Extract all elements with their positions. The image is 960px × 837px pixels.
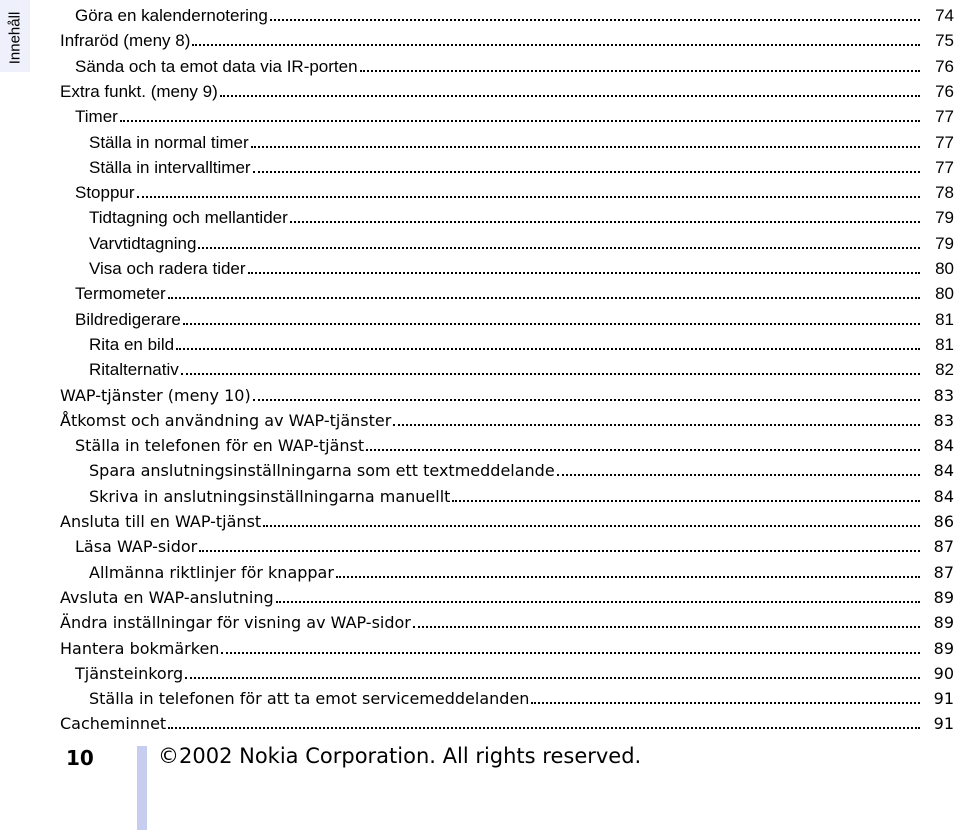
toc-entry-page: 91 [933,689,954,709]
dot-leader [452,500,920,502]
dot-leader [336,576,920,578]
dot-leader [253,399,920,401]
toc-entry-page: 87 [933,562,954,582]
dot-leader [290,221,920,223]
toc-entry[interactable] [60,506,954,531]
toc-entry-page: 81 [935,309,954,329]
toc-entry[interactable] [75,101,954,126]
toc-entry[interactable] [89,329,954,354]
toc-entry-page: 91 [933,714,954,734]
toc-entry-page: 87 [933,537,954,557]
dot-leader [192,44,920,46]
dot-leader [531,702,920,704]
toc-entry-page: 79 [935,233,954,253]
toc-entry[interactable] [60,405,954,430]
toc-entry-page: 83 [933,385,954,405]
toc-entry[interactable] [75,304,954,329]
toc-entry-title: Skriva in anslutningsinställningarna manuellt [89,486,451,506]
toc-entry-page: 75 [935,31,954,51]
dot-leader [168,727,920,729]
toc-entry-page: 79 [935,208,954,228]
toc-entry-title: Ansluta till en WAP-tjänst [60,512,262,531]
dot-leader [270,19,920,21]
toc-entry-title: Läsa WAP-sidor [75,537,198,557]
toc-entry[interactable] [60,380,954,405]
toc-entry[interactable] [89,683,954,708]
toc-entry[interactable] [75,0,954,25]
toc-entry[interactable] [89,455,954,480]
dot-leader [557,474,920,476]
toc-entry-title: Termometer [75,284,166,304]
toc-entry[interactable] [60,582,954,607]
toc-entry-page: 76 [935,56,954,76]
toc-entry-page: 90 [933,663,954,683]
dot-leader [360,70,920,72]
toc-entry-page: 77 [935,107,954,127]
toc-entry-title: Ändra inställningar för visning av WAP-sidor [60,613,411,633]
toc-entry-title: Rita en bild [89,334,175,354]
toc-entry[interactable] [89,481,954,506]
toc-entry-page: 78 [935,183,954,203]
toc-entry[interactable] [89,253,954,278]
toc-entry-page: 76 [935,81,954,101]
toc-entry[interactable] [89,127,954,152]
page-number: 10 [66,746,94,770]
dot-leader [251,146,920,148]
dot-leader [183,323,920,325]
toc-entry-page: 84 [933,461,954,481]
toc-entry-title: WAP-tjänster (meny 10) [60,385,251,405]
dot-leader [263,525,920,527]
toc-entry[interactable] [75,278,954,303]
section-tab [0,0,30,72]
toc-entry[interactable] [60,708,954,733]
toc-entry-page: 84 [933,486,954,506]
toc-entry[interactable] [75,658,954,683]
toc-entry-title: Sända och ta emot data via IR-porten [75,56,358,76]
toc-entry[interactable] [60,633,954,658]
toc-entry-page: 82 [935,360,954,380]
toc-entry[interactable] [75,531,954,556]
toc-entry-page: 77 [935,132,954,152]
footer-accent-bar [137,746,147,830]
dot-leader [181,373,920,375]
toc-entry-title: Ställa in telefonen för att ta emot servicemeddelanden [89,689,530,709]
dot-leader [137,196,920,198]
dot-leader [198,247,920,249]
toc-entry-title: Hantera bokmärken [60,638,220,658]
toc-entry-title: Ritalternativ [89,360,179,380]
toc-entry-page: 80 [935,284,954,304]
toc-entry-title: Timer [75,107,118,127]
toc-entry-page: 86 [933,512,954,531]
toc-entry-page: 89 [933,638,954,658]
toc-entry-page: 83 [933,410,954,430]
toc-entry-title: Visa och radera tider [89,259,246,278]
toc-entry[interactable] [75,177,954,202]
dot-leader [253,171,920,173]
toc-entry[interactable] [89,228,954,253]
toc-entry-title: Ställa in intervalltimer [89,157,251,177]
toc-entry-title: Allmänna riktlinjer för knappar [89,562,334,582]
dot-leader [221,652,920,654]
toc-entry-page: 84 [933,436,954,456]
dot-leader [220,95,920,97]
toc-entry[interactable] [89,202,954,227]
toc-entry-title: Cacheminnet [60,714,167,734]
dot-leader [120,120,920,122]
toc-entry-title: Spara anslutningsinställningarna som ett textmeddelande [89,461,555,481]
toc-entry-title: Avsluta en WAP-anslutning [60,587,274,607]
toc-entry-title: Ställa in normal timer [89,132,249,152]
toc-entry[interactable] [60,76,954,101]
toc-entry-page: 80 [935,259,954,278]
toc-entry-page: 81 [935,334,954,354]
section-tab-label: Innehåll [6,11,24,65]
dot-leader [199,550,920,552]
toc-entry-page: 77 [935,157,954,177]
toc-entry[interactable] [60,607,954,632]
toc-entry[interactable] [89,152,954,177]
toc-entry-title: Varvtidtagning [89,233,197,253]
dot-leader [366,449,920,451]
toc-entry[interactable] [89,354,954,379]
toc-entry-title: Stoppur [75,183,135,203]
toc-entry-title: Åtkomst och användning av WAP-tjänster [60,410,392,430]
dot-leader [168,297,920,299]
toc-entry[interactable] [75,51,954,76]
toc-entry[interactable] [60,25,954,50]
toc-entry-title: Ställa in telefonen för en WAP-tjänst [75,436,365,456]
toc-entry-title: Extra funkt. (meny 9) [60,81,218,101]
copyright-notice: ©2002 Nokia Corporation. All rights reserved. [158,744,642,768]
toc-entry-title: Tjänsteinkorg [75,663,184,683]
toc-entry-page: 89 [933,587,954,607]
toc-entry-title: Infraröd (meny 8) [60,31,191,51]
dot-leader [393,424,920,426]
dot-leader [248,272,920,274]
dot-leader [413,626,920,628]
toc-entry-page: 74 [935,6,954,25]
dot-leader [185,677,920,679]
toc-entry-title: Tidtagning och mellantider [89,208,288,228]
toc-entry-title: Bildredigerare [75,309,181,329]
toc-entry[interactable] [75,430,954,455]
dot-leader [176,348,920,350]
dot-leader [276,601,920,603]
toc-entry-title: Göra en kalendernotering [75,6,268,25]
toc-entry[interactable] [89,557,954,582]
toc-entry-page: 89 [933,613,954,633]
